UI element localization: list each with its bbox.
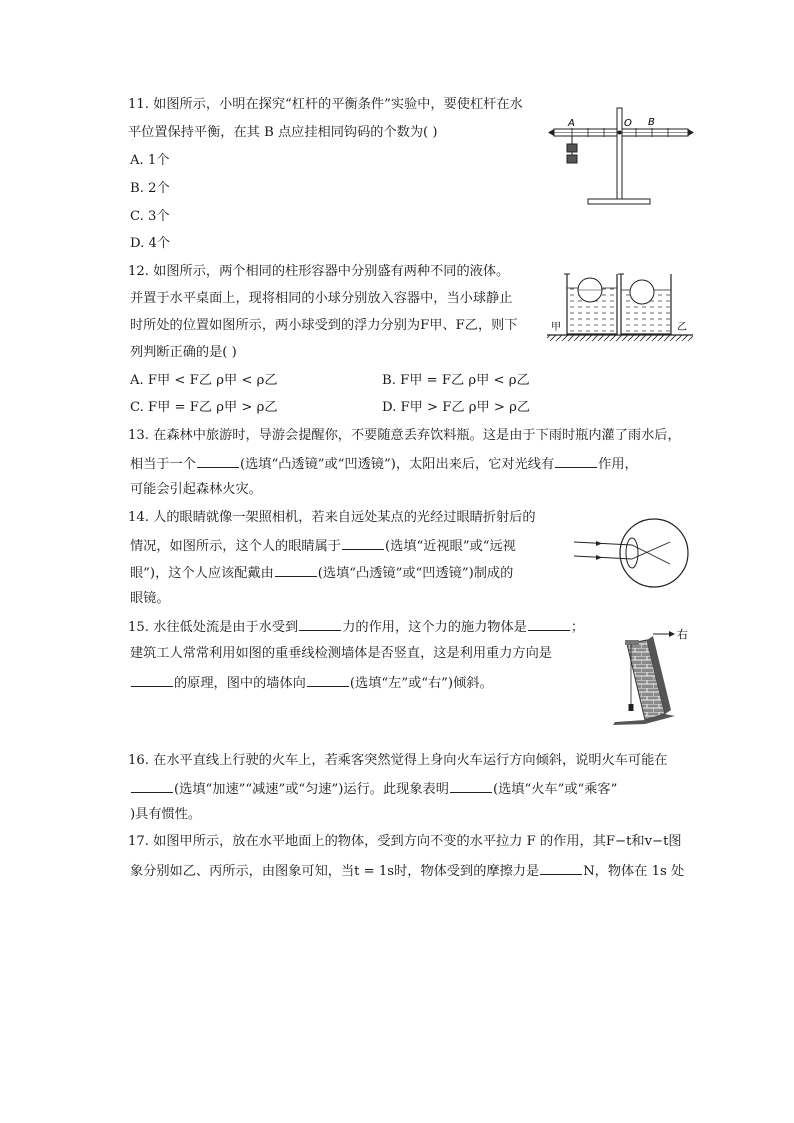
- q12-option-b: B. F甲 = F乙 ρ甲 < ρ乙: [382, 373, 530, 388]
- q14-line3-part1: 眼”)，这个人应该配戴由: [130, 566, 274, 581]
- answer-blank[interactable]: [540, 861, 582, 875]
- answer-blank[interactable]: [275, 563, 317, 577]
- q13-line2: [130, 454, 638, 474]
- q15-line3-part2: (选填“左”或“右”)倾斜。: [349, 676, 493, 691]
- q15-line3-part1: 的原理，图中的墙体向: [174, 676, 306, 691]
- q16-line1: 16. 在水平直线上行驶的火车上，若乘客突然觉得上身向火车运行方向倾斜，说明火车可能在: [128, 753, 668, 768]
- answer-blank[interactable]: [450, 779, 492, 793]
- wall-label-right: 右: [677, 628, 688, 641]
- q12-option-d: D. F甲 > F乙 ρ甲 > ρ乙: [382, 400, 531, 415]
- q13-line1: 13. 在森林中旅游时，导游会提醒你，不要随意丢弃饮料瓶。这是由于下雨时瓶内灌了雨水后，: [128, 428, 681, 443]
- q11-option-c: C. 3个: [130, 209, 170, 224]
- q13-line3: 可能会引起森林火灾。: [130, 482, 262, 497]
- q12-line4: 列判断正确的是( ): [130, 345, 237, 360]
- q14-line2-part2: (选填“近视眼”或“远视: [385, 539, 516, 554]
- q12-option-c: C. F甲 = F乙 ρ甲 > ρ乙: [130, 400, 278, 415]
- answer-blank[interactable]: [197, 454, 239, 468]
- q12-line1: 12. 如图所示，两个相同的柱形容器中分别盛有两种不同的液体。: [128, 264, 510, 279]
- containers-figure: [545, 268, 695, 348]
- lever-label-o: O: [624, 118, 632, 129]
- answer-blank[interactable]: [131, 673, 173, 687]
- q11-line2: 平位置保持平衡，在其 B 点应挂相同钩码的个数为( ): [128, 125, 438, 140]
- eye-figure: [572, 515, 694, 591]
- q16-line2: [130, 779, 617, 799]
- q17-line2: [130, 861, 684, 881]
- q14-line3-part2: (选填“凸透镜”或“凹透镜”)制成的: [317, 566, 514, 581]
- answer-blank[interactable]: [131, 779, 173, 793]
- q14-line1: 14. 人的眼睛就像一架照相机，若来自远处某点的光经过眼睛折射后的: [128, 510, 536, 525]
- q15-line3: [130, 673, 493, 693]
- q16-line2-part2: (选填“火车”或“乘客”: [492, 782, 618, 797]
- answer-blank[interactable]: [307, 673, 349, 687]
- q17-line2-part1: 象分别如乙、丙所示，由图象可知，当t = 1s时，物体受到的摩擦力是: [130, 864, 540, 879]
- q15-line1-part2: 力的作用，这个力的施力物体是: [342, 620, 527, 635]
- answer-blank[interactable]: [555, 454, 597, 468]
- q13-line2-part3: 作用，: [598, 457, 638, 472]
- q15-line1-part3: ；: [570, 620, 585, 635]
- q14-line2: [130, 536, 516, 556]
- q14-line3: [130, 563, 513, 583]
- q12-line2: 并置于水平桌面上，现将相同的小球分别放入容器中，当小球静止: [130, 291, 513, 306]
- lever-label-a: A: [568, 118, 575, 129]
- container-label-right: 乙: [677, 322, 687, 333]
- wall-figure: [605, 624, 697, 726]
- q13-line2-part1: 相当于一个: [130, 457, 196, 472]
- answer-blank[interactable]: [299, 617, 341, 631]
- q11-option-a: A. 1个: [130, 153, 170, 168]
- q15-line1-part1: 15. 水往低处流是由于水受到: [128, 620, 299, 635]
- q11-line1: 11. 如图所示，小明在探究“杠杆的平衡条件”实验中，要使杠杆在水: [128, 97, 523, 112]
- q17-line2-part2: N，物体在 1s 处: [583, 864, 685, 879]
- q11-option-b: B. 2个: [130, 181, 170, 196]
- lever-label-b: B: [648, 117, 655, 128]
- container-label-left: 甲: [551, 322, 561, 333]
- q13-line2-part2: (选填“凸透镜”或“凹透镜”)，太阳出来后，它对光线有: [239, 457, 555, 472]
- q14-line2-part1: 情况，如图所示，这个人的眼睛属于: [130, 539, 341, 554]
- q15-line2: 建筑工人常常利用如图的重垂线检测墙体是否竖直，这是利用重力方向是: [130, 646, 552, 661]
- q11-option-d: D. 4个: [130, 236, 171, 251]
- q17-line1: 17. 如图甲所示，放在水平地面上的物体，受到方向不变的水平拉力 F 的作用，其F−t和v−t图: [128, 834, 682, 849]
- q16-line3: )具有惯性。: [130, 807, 202, 822]
- q12-line3: 时所处的位置如图所示，两小球受到的浮力分别为F甲、F乙，则下: [130, 318, 518, 333]
- q15-line1: [128, 617, 584, 637]
- q12-option-a: A. F甲 < F乙 ρ甲 < ρ乙: [130, 373, 278, 388]
- answer-blank[interactable]: [528, 617, 570, 631]
- q14-line4: 眼镜。: [130, 591, 170, 606]
- q16-line2-part1: (选填“加速”“减速”或“匀速”)运行。此现象表明: [174, 782, 449, 797]
- lever-figure: [546, 104, 696, 210]
- answer-blank[interactable]: [342, 536, 384, 550]
